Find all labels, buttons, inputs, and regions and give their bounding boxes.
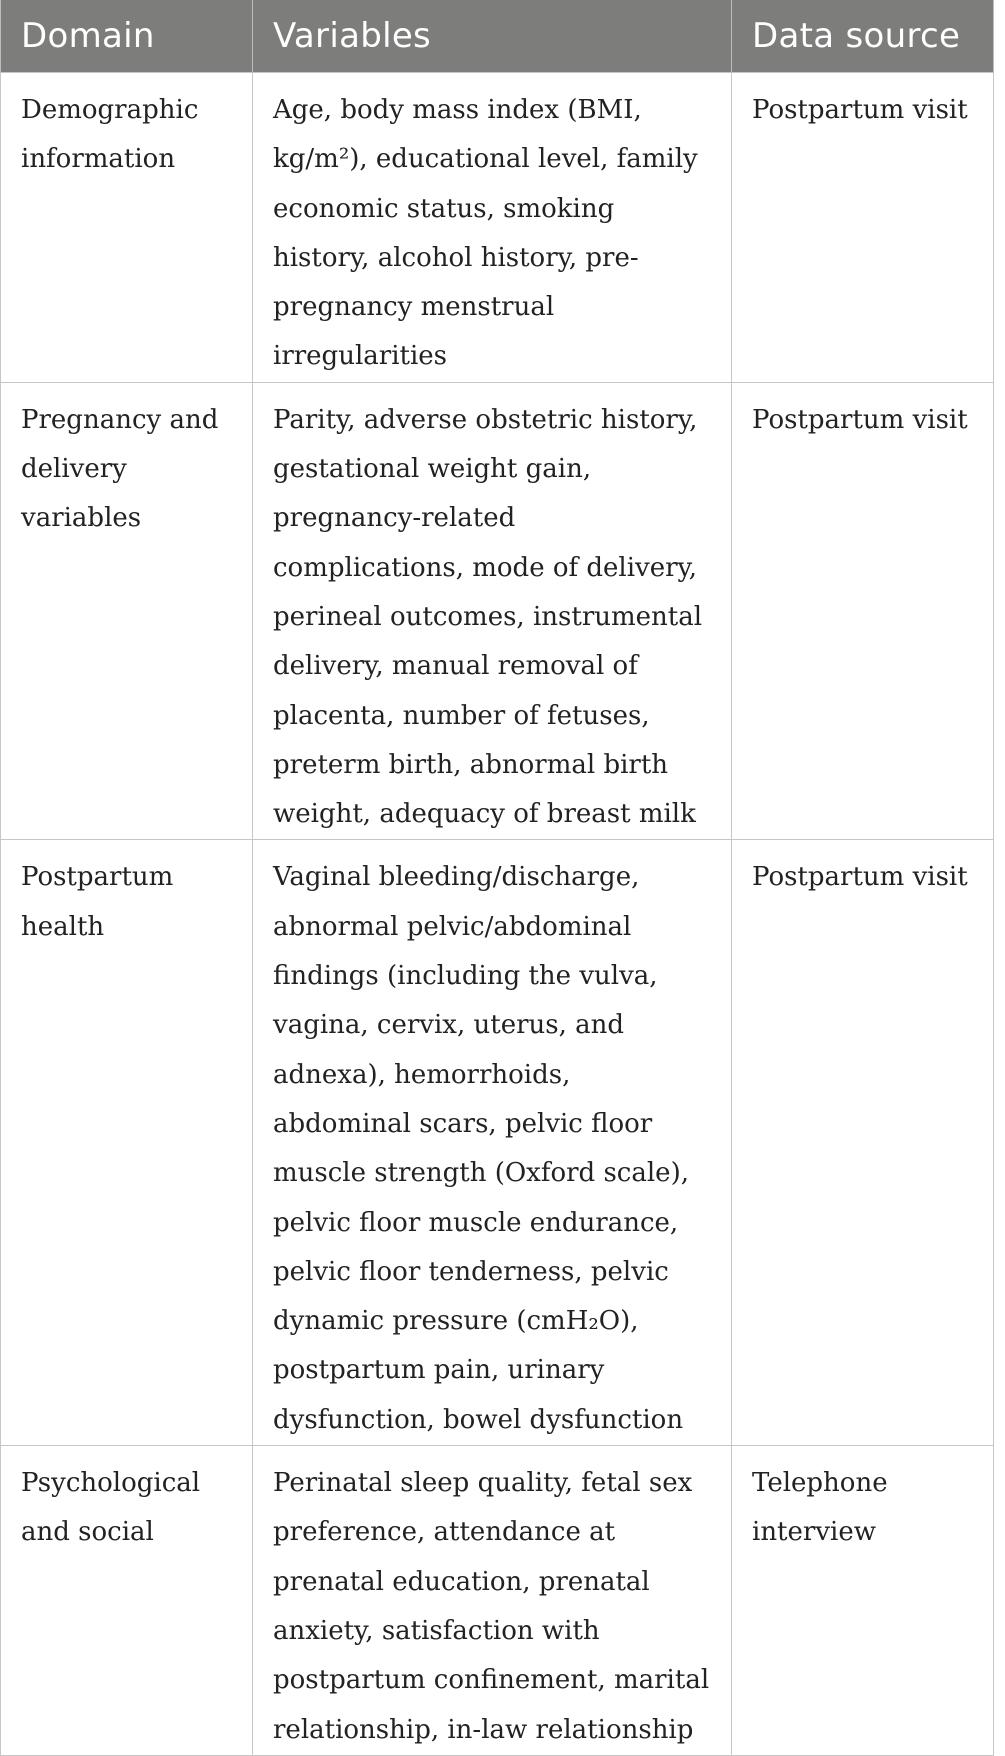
variables-text: Age, body mass index (BMI, kg/m²), educational level, family economic status, smoking history, alcohol history, pre-pregnancy menstrual irregularities	[273, 95, 698, 372]
domain-cell	[1, 1446, 253, 1756]
domain-text: Demographic information	[21, 95, 199, 175]
variables-cell	[253, 1446, 732, 1756]
data-source-cell	[732, 382, 994, 840]
variables-text: Parity, adverse obstetric history, gestational weight gain, pregnancy-related complications, mode of delivery, perineal outcomes, instrumental delivery, manual removal of placenta, number of fetuses, preterm birth, abnormal birth weight, adequacy of breast milk	[273, 404, 703, 830]
header-data-source: Data source	[732, 0, 994, 73]
header-domain: Domain	[1, 0, 253, 73]
domain-text: Psychological and social	[21, 1468, 201, 1548]
variables-cell	[253, 840, 732, 1446]
domain-cell	[1, 382, 253, 840]
table-row	[1, 382, 994, 840]
table-row	[1, 1446, 994, 1756]
data-source-text: Postpartum visit	[752, 95, 968, 125]
variables-text: Vaginal bleeding/discharge, abnormal pelvic/abdominal findings (including the vulva, vagina, cervix, uterus, and adnexa), hemorrhoids, abdominal scars, pelvic floor muscle strength (Oxford scale), pelvic floor muscle endurance, pelvic floor tenderness, pelvic dynamic pressure (cmH₂O), postpartum pain, urinary dysfunction, bowel dysfunction	[273, 862, 689, 1435]
table-row	[1, 73, 994, 383]
domain-cell	[1, 840, 253, 1446]
data-source-text: Postpartum visit	[752, 862, 968, 893]
header-variables: Variables	[253, 0, 732, 73]
domain-text: Postpartum health	[21, 862, 174, 942]
table-row	[1, 840, 994, 1446]
domain-cell	[1, 73, 253, 383]
data-source-cell	[732, 73, 994, 383]
table-body	[1, 73, 994, 1756]
domain-text: Pregnancy and delivery variables	[21, 404, 219, 534]
variables-text: Perinatal sleep quality, fetal sex preference, attendance at prenatal education, prenatal anxiety, satisfaction with postpartum confinement, marital relationship, in-law relationship	[273, 1468, 710, 1745]
data-source-text: Telephone interview	[752, 1468, 888, 1548]
data-source-cell	[732, 1446, 994, 1756]
variables-cell	[253, 382, 732, 840]
data-source-cell	[732, 840, 994, 1446]
variables-cell	[253, 73, 732, 383]
header-row	[1, 0, 994, 73]
table-header	[1, 0, 994, 73]
data-source-text: Postpartum visit	[752, 404, 968, 435]
